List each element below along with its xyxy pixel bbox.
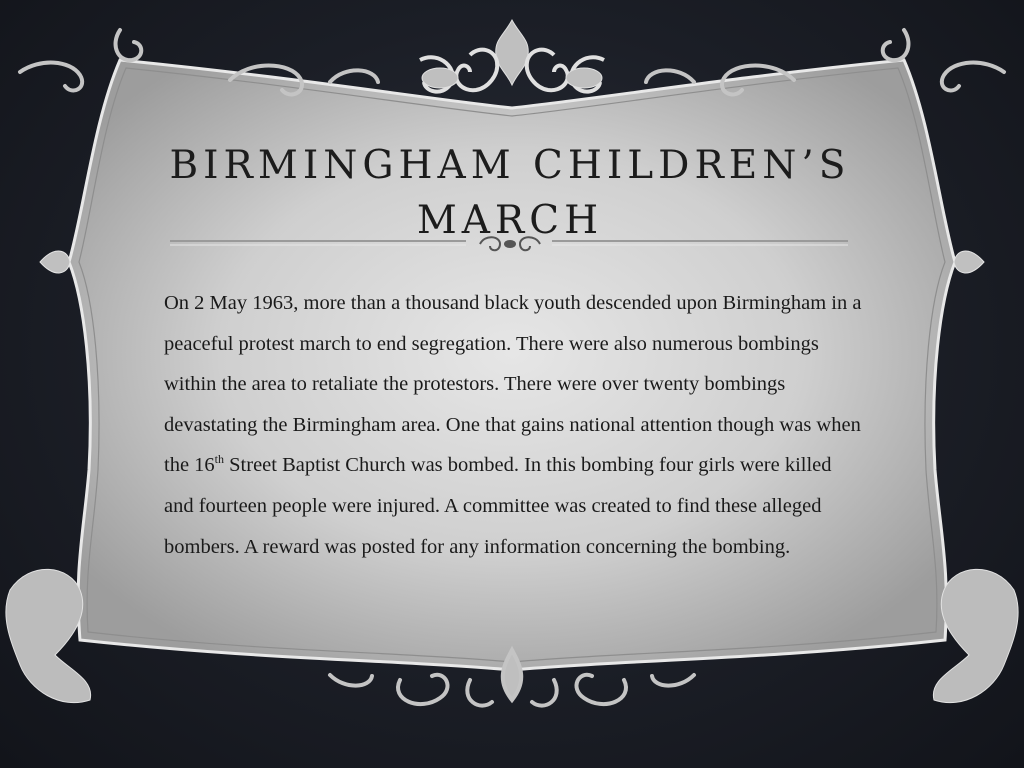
slide-title	[130, 138, 890, 248]
slide-title-line-2: MARCH	[416, 198, 604, 243]
top-center-ornament-icon	[420, 20, 604, 92]
body-text-part-2: Street Baptist Church was bombed. In this bombing four girls were killed and fourteen people were injured. A committee was created to find these alleged bombers. A reward was posted for any information concerning the bombing.	[164, 454, 832, 558]
body-text-part-1: On 2 May 1963, more than a thousand black youth descended upon Birmingham in a peaceful protest march to end segregation. There were also numerous bombings within the area to retaliate the protestors. There were over twenty bombings devastating the Birmingham area. One that gains national attention though was when the 16	[164, 292, 862, 477]
slide-body-text	[164, 283, 864, 567]
ordinal-superscript: th	[214, 452, 225, 467]
slide-title-line-1: BIRMINGHAM CHILDREN’S	[169, 143, 851, 188]
